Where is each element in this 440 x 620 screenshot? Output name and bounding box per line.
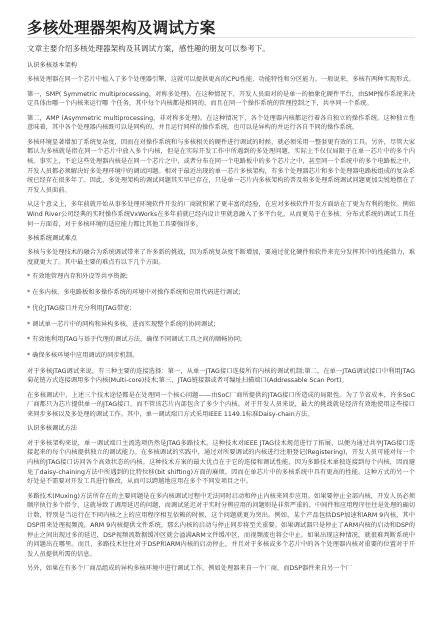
list-item: * 调试单一芯片中的同构和异构多核，进而实现整个系统的协同调试;	[27, 320, 216, 328]
list-item: * 有效地利用JTAG与基于代理的调试方法，确保不同调试工具之间的顺畅协同;	[27, 336, 243, 344]
paragraph: 从这个意义上，多年前就开始从事多处理环境软件开发的厂商就积累了更丰富的经验，在应对多核软件开发方面站在了更为有利的地位。例如 Wind River公司经典的实时操作系统VxWorks在多年前就已经内设计里就意融入了多平台化，从而更易于在多核、分布式系统的调试工具任何一方面看，对于多核环境的适应能力都比其他工具要强得多。	[27, 201, 415, 228]
list-item: * 优化JTAG接口并充分利用JTAG带宽;	[27, 304, 132, 312]
paragraph: 另外，如果在有多个厂商品组成的异构多核环境中进行调试工作，例如处理器来自一个厂商，而DSP器件来自另一个厂	[27, 565, 353, 573]
list-item: * 在多内核、多电路板和多操作系统的环境中对操作系统和应用代码进行调试;	[27, 289, 241, 297]
paragraph: 第一，SMP( Symmetric multiprocessing，对称多处理)。在这种情况下，开发人员面对的是单一的抽象化硬件平台，由SMP操作系统来决定具体由哪一个内核来运行哪 个任务，其中每个内核都是相同的，而且在同一个操作系统的管理控制之下，共享同一个系统。	[27, 90, 415, 108]
paragraph: 多核处理器在同一个芯片中植入了多个处理器引擎，这就可以提供更高的CPU性能、功能特性和分区能力。一般说来，多核有两种实现形式。	[27, 76, 415, 84]
paragraph: 对于多核架构来说，单一调试端口主流选项仍然是JTAG多路技术。这种技术对IEEE JTAG技术规范进行了拓展，以便为通过共享JTAG接口连接起来的每个内核提供独立的调试能力。在多核调试的实践中，通过对所要调试的内核进行注册登记(Registering)，开发人员可能对每一个内核的JTAG接口访问各个高效状态的内核。这种技术方案的最大优点在于它的连接和调试性能，因为多路技术单独连接到每个内核，因而避免了daisy-chaining方法中所遇到的比特位移(bit shifting)方面的麻烦，因而在单芯片中的多核系统中具有更高的性能。这种方式的另一个好处是不需要对开发工具进行修改，从而可以跨越地应用在多个不同发项目之中。	[27, 439, 415, 486]
paragraph: 多路技术(Muxing)方法所存在的主要问题是在多内核调试过程中无法同时启动和停止内核来同步应用。如果要停止全部内核，开发人员必须顺序执行多个指令，这就导致了调用延迟的问题，而调试延迟对于实时分辨应用的问题则是非常严重的。中间件和应用程序往往是处理的确切计数，特别是当运行在不同内核之上的应用程序相互依赖的时候，这个问题就更为突出。例如，某个产品包括DSP加速和ARM 9内核，其中DSP用来处理视频流，ARM 9内核提供文件系统，那么内核的启动与停止同步将至关重要。如果调试器只是停止了ARM内核的启动和DSP的停止之间出现过多的延迟，DSP视频流数据缓冲区就会溢满ARM文件缓冲区，而视频流也将会中止。如果出现这种情况，就很难判断系统中的问题出在哪里。而且，多路技术往往对于DSP和ARM内核的启动停止，并且对于多核或多个芯片中的各个处理器内核对重要的位置对于开发人员提供所需的信息。	[27, 492, 415, 558]
document-title: 多核处理器架构及调试方案	[27, 19, 216, 37]
paragraph: 第二，AMP (Asymmetric multiprocessing，非对称多处理)。在这种情况下，各个处理器内核都运行着各自独立的操作系统。这种独立性意味着，其中各个处理器内核既可以是同构的，并且运行同样的操作系统，也可以是异构的并运行各自不同的操作系统。	[27, 114, 415, 132]
article-intro: 文章主要介绍多核处理器架构及其调试方案，感性趣的朋友可以参考下。	[27, 44, 270, 53]
paragraph: 多核与多处理技术的融合为系统调试带来了许多新的挑战，因为系统复杂度不断增加，要通过优化硬件和软件来充分发挥其中的性能潜力，难度就更大了。其中最主要的难点有以下几个方面。	[27, 249, 415, 267]
list-item: * 确保多核环境中应用调试的同步机制。	[27, 351, 139, 359]
section-heading: 认识多核调试方法	[27, 425, 77, 433]
section-heading: 多核系统调试难点	[27, 235, 77, 243]
article-body	[27, 43, 415, 618]
list-item: * 有效地管理内存和外设等共享资源;	[27, 273, 128, 281]
paragraph: 在多核调试中，上述三个技术途径都是在处理同一个核心问题——由SoC厂商所提供的JTAG接口所造成的局限性。为了节省成本，许多SoC厂商都只为芯片提供单一的JTAG接口，而不管该芯片内部包含了多少个内核。对于开发人员来说，最大的挑战就是经济有效地使用这些接口来同步多核以及多处理的调试工作。其中，单一调试端口方式采用IEEE 1149.1标准Daisy-chain方法。	[27, 391, 415, 419]
article-paragraphs	[27, 61, 415, 574]
title-divider	[27, 37, 415, 38]
paragraph: 对于多核JTAG调试来说，有三种主要的连接选择：第一，从单一JTAG接口连接所有内核的调试机制;第二，在单一JTAG调试接口中利用JTAG菊花链方式连接调用多个内核(Multi-core)技术;第三，JTAG链接器或者可编址扫描端口(Addressable Scan Port)。	[27, 367, 415, 385]
paragraph: 多核环境显著增加了系统复杂度，因而在对操作系统和与多核相关的硬件进行调试的时候，就必须采用一整套更有效的工具。另外，尽管大家都认为多核就是指在同一个芯片中放入多个内核，但是在实际开发工作中所遇到的多处理问题，实际上不仅仅局限于在单一芯片中的多个内核。事实上，不论这些处理器内核是在同一个芯片之中，或者分布在同一个电路板中的多个芯片之中，甚至同一个系统中的多个电路板之中，开发人员都必须解决好多处理环境中的调试问题。相对于最近出现的单一芯片多核架构，有多个处理器芯片和多个处理器电路板组成的复杂系统已经存在很多年了。因此，多处理架构的调试问题其实早已存在，只是单一芯片内多核架构的普及将多处理系统调试问题更加尖锐地摆在了开发人员面前。	[27, 138, 415, 195]
section-heading: 认识多核基本架构	[27, 62, 77, 69]
